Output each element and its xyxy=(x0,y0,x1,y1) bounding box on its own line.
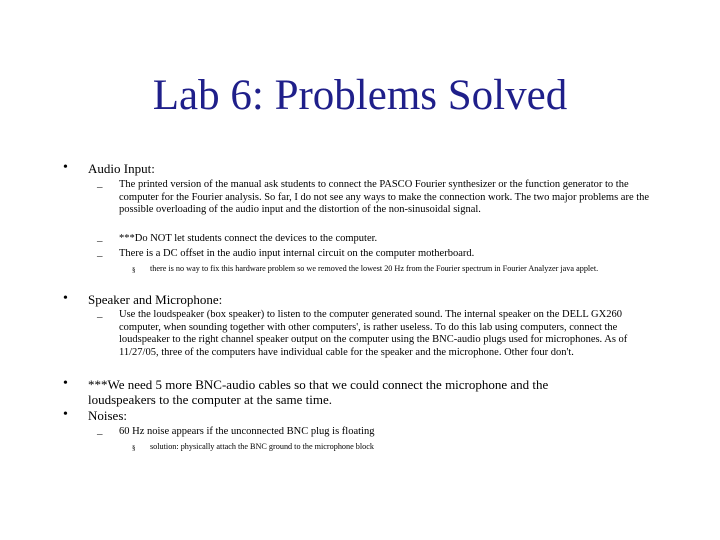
audio-input-point-2: ***Do NOT let students connect the devices to the computer. xyxy=(119,233,378,244)
bullet-icon: • xyxy=(63,407,68,422)
section-bullet-icon: § xyxy=(132,444,136,452)
bullet-icon: • xyxy=(63,160,68,175)
bullet-icon: • xyxy=(63,376,68,391)
item-bnc-cables: ***We need 5 more BNC-audio cables so that we could connect the microphone and the loudspeakers to the computer at the same time. xyxy=(88,377,549,407)
noises-point-1: 60 Hz noise appears if the unconnected BNC plug is floating xyxy=(119,426,375,437)
dash-bullet-icon: – xyxy=(97,428,103,440)
speaker-microphone-point-1: Use the loudspeaker (box speaker) to listen to the computer generated sound. The internal speaker on the DELL GX260 computer, when sounding together with other computers', is rather useless. To do this lab using computers, connect the loudspeaker to the right channel speaker output on the computer using the BNC-audio plugs used for microphones. As of 11/27/05, three of the computers have individual cable for the speaker and the microphone. Other four don't. xyxy=(119,309,628,358)
dash-bullet-icon: – xyxy=(97,250,103,262)
item-noises: Noises: xyxy=(88,408,127,423)
audio-input-point-1: The printed version of the manual ask students to connect the PASCO Fourier synthesizer or the function generator to the computer for the Fourier analysis. So far, I do not see any ways to make the connection work. The two major problems are the possible overloading of the audio input and the distortion of the non-sinusoidal signal. xyxy=(119,179,650,216)
dash-bullet-icon: – xyxy=(97,235,103,247)
dash-bullet-icon: – xyxy=(97,311,103,323)
slide-title: Lab 6: Problems Solved xyxy=(152,72,568,119)
bullet-icon: • xyxy=(63,291,68,306)
dash-bullet-icon: – xyxy=(97,181,103,193)
audio-input-point-3: There is a DC offset in the audio input internal circuit on the computer motherboard. xyxy=(119,248,475,259)
noises-subpoint: solution: physically attach the BNC ground to the microphone block xyxy=(150,442,374,451)
item-speaker-microphone: Speaker and Microphone: xyxy=(88,292,223,307)
audio-input-subpoint: there is no way to fix this hardware problem so we removed the lowest 20 Hz from the Fourier spectrum in Fourier Analyzer java applet. xyxy=(150,264,599,273)
item-audio-input: Audio Input: xyxy=(88,161,155,176)
section-bullet-icon: § xyxy=(132,266,136,274)
